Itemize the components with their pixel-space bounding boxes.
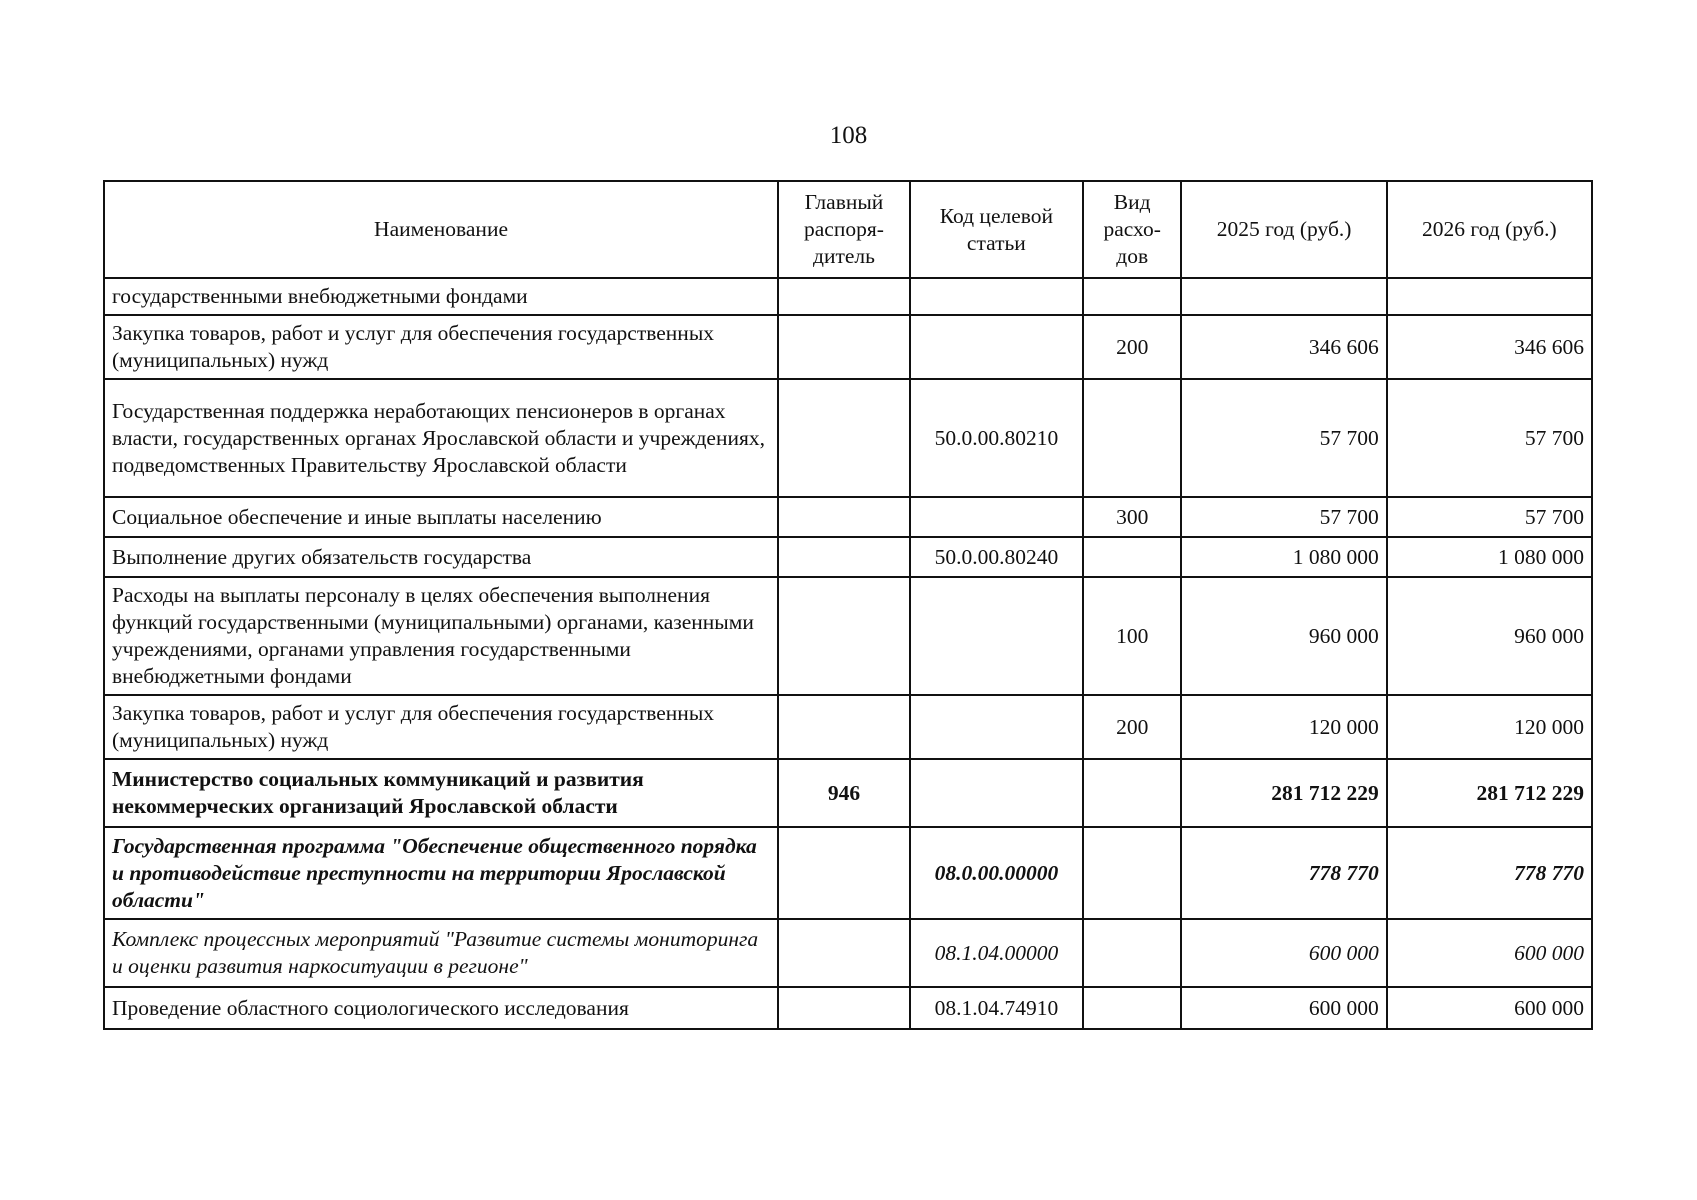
cell-amount-2026: 600 000 xyxy=(1387,919,1592,987)
table-row xyxy=(104,577,1592,695)
cell-amount-2025: 960 000 xyxy=(1181,577,1386,695)
cell-amount-2025: 57 700 xyxy=(1181,379,1386,497)
cell-target-code xyxy=(910,315,1083,379)
cell-target-code: 08.1.04.74910 xyxy=(910,987,1083,1029)
table-row xyxy=(104,497,1592,537)
cell-amount-2026: 960 000 xyxy=(1387,577,1592,695)
table-row xyxy=(104,537,1592,577)
cell-name: Закупка товаров, работ и услуг для обеспечения государственных (муниципальных) нужд xyxy=(104,695,778,759)
table-row xyxy=(104,315,1592,379)
cell-name: Расходы на выплаты персоналу в целях обеспечения выполнения функций государственными (муниципальными) органами, казенными учреждениями, органами управления государственными внебюджетными фондами xyxy=(104,577,778,695)
cell-expense-type xyxy=(1083,379,1182,497)
cell-target-code xyxy=(910,695,1083,759)
cell-target-code: 08.1.04.00000 xyxy=(910,919,1083,987)
cell-manager xyxy=(778,379,910,497)
cell-manager: 946 xyxy=(778,759,910,827)
cell-expense-type: 200 xyxy=(1083,315,1182,379)
cell-target-code: 50.0.00.80210 xyxy=(910,379,1083,497)
cell-manager xyxy=(778,278,910,315)
cell-amount-2025: 1 080 000 xyxy=(1181,537,1386,577)
cell-amount-2026: 57 700 xyxy=(1387,379,1592,497)
table-row xyxy=(104,987,1592,1029)
cell-amount-2026: 281 712 229 xyxy=(1387,759,1592,827)
cell-amount-2026: 600 000 xyxy=(1387,987,1592,1029)
cell-amount-2026: 346 606 xyxy=(1387,315,1592,379)
cell-name: Выполнение других обязательств государства xyxy=(104,537,778,577)
cell-manager xyxy=(778,827,910,919)
cell-amount-2025: 57 700 xyxy=(1181,497,1386,537)
cell-expense-type: 100 xyxy=(1083,577,1182,695)
cell-amount-2025: 120 000 xyxy=(1181,695,1386,759)
table-body xyxy=(104,278,1592,1029)
cell-manager xyxy=(778,987,910,1029)
cell-expense-type xyxy=(1083,537,1182,577)
cell-expense-type xyxy=(1083,827,1182,919)
cell-amount-2026: 1 080 000 xyxy=(1387,537,1592,577)
cell-manager xyxy=(778,497,910,537)
cell-name: Комплекс процессных мероприятий "Развитие системы мониторинга и оценки развития наркоситуации в регионе" xyxy=(104,919,778,987)
cell-amount-2026: 778 770 xyxy=(1387,827,1592,919)
table-row xyxy=(104,278,1592,315)
cell-amount-2025: 778 770 xyxy=(1181,827,1386,919)
cell-amount-2025: 281 712 229 xyxy=(1181,759,1386,827)
cell-target-code xyxy=(910,497,1083,537)
table-row xyxy=(104,759,1592,827)
header-target-code: Код целевой статьи xyxy=(910,181,1083,278)
cell-manager xyxy=(778,919,910,987)
cell-manager xyxy=(778,315,910,379)
cell-name: Министерство социальных коммуникаций и развития некоммерческих организаций Ярославской области xyxy=(104,759,778,827)
table-row xyxy=(104,827,1592,919)
budget-table xyxy=(103,180,1593,1030)
cell-target-code: 50.0.00.80240 xyxy=(910,537,1083,577)
cell-expense-type xyxy=(1083,987,1182,1029)
cell-amount-2025: 600 000 xyxy=(1181,987,1386,1029)
header-name: Наименование xyxy=(104,181,778,278)
cell-target-code: 08.0.00.00000 xyxy=(910,827,1083,919)
cell-target-code xyxy=(910,278,1083,315)
cell-expense-type xyxy=(1083,919,1182,987)
table-header-row xyxy=(104,181,1592,278)
cell-name: Закупка товаров, работ и услуг для обеспечения государственных (муниципальных) нужд xyxy=(104,315,778,379)
cell-amount-2026: 57 700 xyxy=(1387,497,1592,537)
header-manager: Главный распоря-дитель xyxy=(778,181,910,278)
header-year-2026: 2026 год (руб.) xyxy=(1387,181,1592,278)
cell-amount-2026 xyxy=(1387,278,1592,315)
cell-expense-type: 200 xyxy=(1083,695,1182,759)
cell-target-code xyxy=(910,759,1083,827)
cell-name: Социальное обеспечение и иные выплаты населению xyxy=(104,497,778,537)
header-year-2025: 2025 год (руб.) xyxy=(1181,181,1386,278)
table-row xyxy=(104,695,1592,759)
table-row xyxy=(104,379,1592,497)
page-number: 108 xyxy=(829,122,868,149)
cell-expense-type xyxy=(1083,278,1182,315)
header-expense-type: Вид расхо-дов xyxy=(1083,181,1182,278)
cell-target-code xyxy=(910,577,1083,695)
cell-amount-2026: 120 000 xyxy=(1387,695,1592,759)
cell-name: государственными внебюджетными фондами xyxy=(104,278,778,315)
cell-name: Проведение областного социологического исследования xyxy=(104,987,778,1029)
cell-name: Государственная программа "Обеспечение общественного порядка и противодействие преступности на территории Ярославской области" xyxy=(104,827,778,919)
cell-name: Государственная поддержка неработающих пенсионеров в органах власти, государственных органах Ярославской области и учреждениях, подведомственных Правительству Ярославской области xyxy=(104,379,778,497)
cell-amount-2025: 346 606 xyxy=(1181,315,1386,379)
cell-amount-2025 xyxy=(1181,278,1386,315)
cell-manager xyxy=(778,577,910,695)
cell-manager xyxy=(778,537,910,577)
cell-manager xyxy=(778,695,910,759)
table-row xyxy=(104,919,1592,987)
cell-expense-type xyxy=(1083,759,1182,827)
cell-amount-2025: 600 000 xyxy=(1181,919,1386,987)
cell-expense-type: 300 xyxy=(1083,497,1182,537)
